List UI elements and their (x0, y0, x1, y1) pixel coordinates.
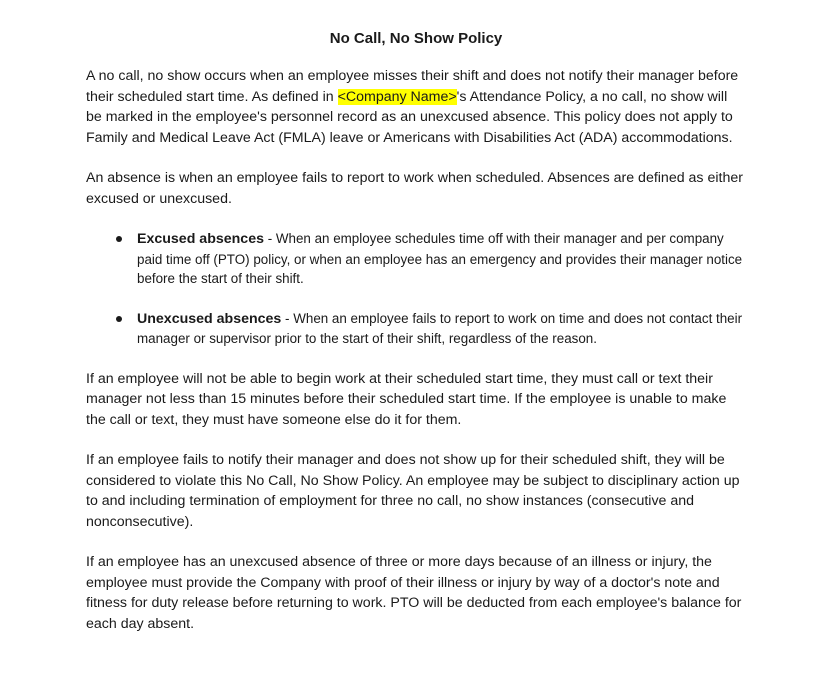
document-title: No Call, No Show Policy (329, 30, 503, 47)
bullet-icon (116, 236, 122, 242)
list-item-excused (116, 229, 746, 289)
paragraph-violation: If an employee fails to notify their manager and does not show up for their scheduled shift, they will be considered to violate this No Call, No Show Policy. An employee may be subject to disciplinary action up to and including termination of employment for three no call, no show instances (consecutive and nonconsecutive). (86, 452, 740, 530)
paragraph-definition-text-start: A no call, no show occurs when an employee misses their shift and does not notify their manager before their scheduled start time. As defined in (86, 68, 739, 105)
company-name-placeholder: <Company Name> (337, 88, 457, 105)
policy-document (86, 30, 746, 654)
paragraph-definition-text-end: 's Attendance Policy, a no call, no show will be marked in the employee's personnel record as an unexcused absence. This policy does not apply to Family and Medical Leave Act (FMLA) leave or Americans with Disabilities Act (ADA) accommodations. (86, 88, 733, 146)
paragraph-definition (86, 66, 746, 148)
bullet-icon (116, 316, 122, 322)
paragraph-absence-definition: An absence is when an employee fails to report to work when scheduled. Absences are defined as either excused or unexcused. (86, 170, 743, 207)
unexcused-absences-description: - When an employee fails to report to work on time and does not contact their manager or supervisor prior to the start of their shift, regardless of the reason. (137, 310, 743, 347)
term-unexcused-absences: Unexcused absences (137, 310, 282, 327)
paragraph-illness: If an employee has an unexcused absence of three or more days because of an illness or injury, the employee must provide the Company with proof of their illness or injury by way of a doctor's note and fitness for duty release before returning to work. PTO will be deducted from each employee's balance for each day absent. (86, 554, 742, 632)
list-item-unexcused (116, 309, 746, 349)
absence-types-list (86, 229, 746, 349)
paragraph-notification: If an employee will not be able to begin work at their scheduled start time, they must call or text their manager not less than 15 minutes before their scheduled start time. If the employee is unable to make the call or text, they must have someone else do it for them. (86, 370, 727, 428)
term-excused-absences: Excused absences (137, 231, 264, 247)
excused-absences-description: - When an employee schedules time off with their manager and per company paid time off (PTO) policy, or when an employee has an emergency and provides their manager notice before the start of their shift. (137, 231, 743, 287)
